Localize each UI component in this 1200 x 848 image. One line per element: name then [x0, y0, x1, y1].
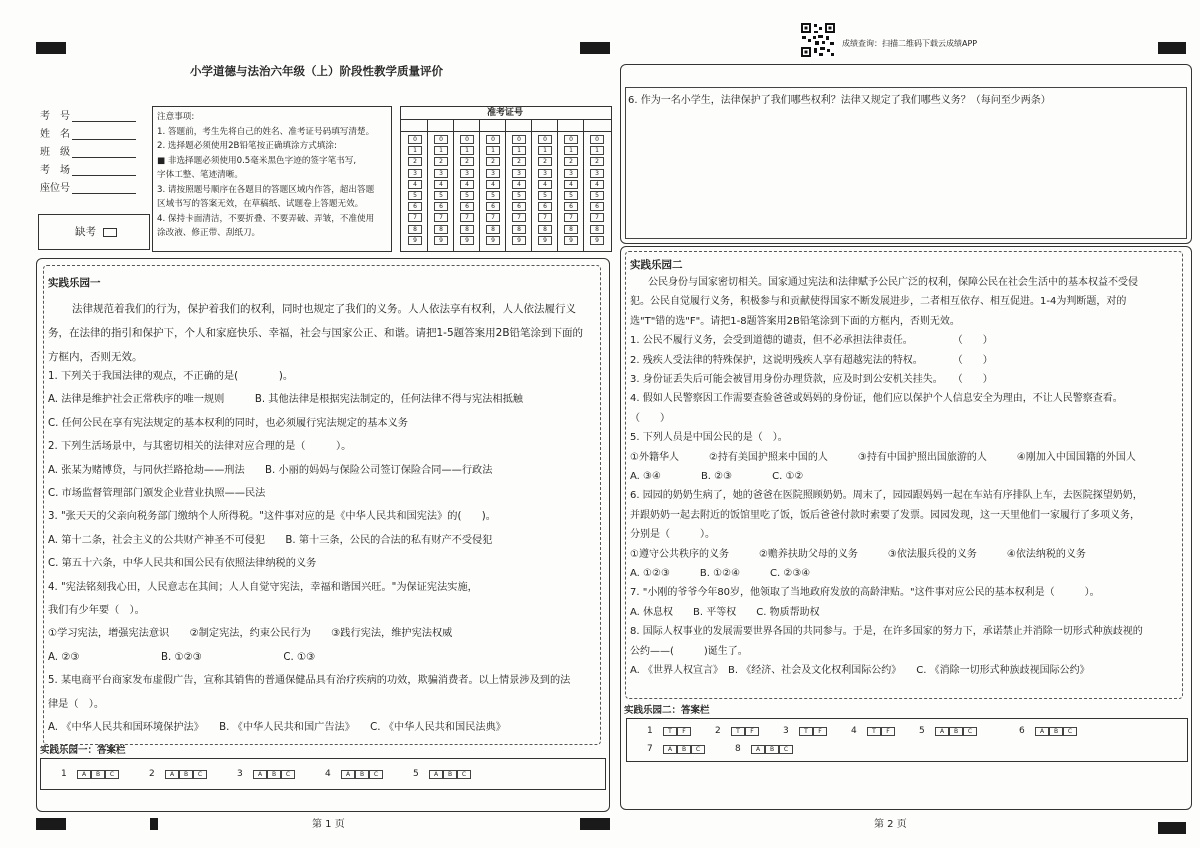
exam-bubble[interactable]: 8 — [564, 225, 578, 234]
question-line: （ ） — [630, 412, 670, 424]
notes-line: 3. 请按照题号顺序在各题目的答题区域内作答，超出答题 — [157, 184, 375, 195]
exam-bubble[interactable]: 0 — [538, 135, 552, 144]
section1-heading: 实践乐园一 — [48, 277, 101, 289]
field-label: 姓 名 — [40, 129, 70, 140]
exam-bubble[interactable]: 5 — [564, 191, 578, 200]
answer-bubble[interactable]: A — [935, 727, 949, 736]
exam-bubble[interactable]: 4 — [590, 180, 604, 189]
answer-bubble[interactable]: F — [677, 727, 691, 736]
field-input[interactable] — [72, 192, 136, 194]
exam-bubble[interactable]: 1 — [434, 146, 448, 155]
exam-bubble[interactable]: 8 — [512, 225, 526, 234]
question-line: A. 张某为赌博贷，与同伙拦路抢劫——刑法 B. 小丽的妈妈与保险公司签订保险合同——行政法 — [48, 464, 493, 476]
answer-number: 6 — [1019, 726, 1025, 736]
exam-bubble[interactable]: 8 — [486, 225, 500, 234]
exam-bubble[interactable]: 6 — [434, 202, 448, 211]
answer-number: 8 — [735, 744, 741, 754]
answer-bubble[interactable]: T — [867, 727, 881, 736]
answer-bubble[interactable]: C — [281, 770, 295, 779]
answer-bubble[interactable]: B — [355, 770, 369, 779]
notes-line: 区域书写的答案无效，在草稿纸、试题卷上答题无效。 — [157, 199, 364, 209]
exam-bubble[interactable]: 5 — [486, 191, 500, 200]
answer-bubble[interactable]: A — [341, 770, 355, 779]
answer-bubble[interactable]: B — [91, 770, 105, 779]
answer-number: 1 — [61, 769, 67, 779]
exam-bubble[interactable]: 8 — [538, 225, 552, 234]
intro-line: 法律规范着我们的行为，保护着我们的权利，同时也规定了我们的义务。人人依法享有权利，人人依法履行义 — [72, 303, 576, 315]
exam-bubble[interactable]: 2 — [512, 157, 526, 166]
exam-bubble[interactable]: 8 — [590, 225, 604, 234]
answer-bubble[interactable]: C — [369, 770, 383, 779]
exam-bubble[interactable]: 2 — [460, 157, 474, 166]
exam-bubble[interactable]: 6 — [486, 202, 500, 211]
exam-bubble[interactable]: 6 — [538, 202, 552, 211]
exam-col-divider — [557, 119, 558, 251]
answer-number: 5 — [413, 769, 419, 779]
answer-bubble[interactable]: A — [751, 745, 765, 754]
qr-code-icon — [800, 22, 836, 58]
exam-bubble[interactable]: 4 — [538, 180, 552, 189]
exam-bubble[interactable]: 3 — [434, 169, 448, 178]
answer-bubble[interactable]: C — [457, 770, 471, 779]
answer-bubble[interactable]: T — [731, 727, 745, 736]
exam-bubble[interactable]: 9 — [486, 236, 500, 245]
exam-bubble[interactable]: 1 — [512, 146, 526, 155]
exam-bubble[interactable]: 8 — [434, 225, 448, 234]
section2-answer-box[interactable] — [626, 718, 1188, 762]
exam-col-divider — [531, 119, 532, 251]
question-line: C. 市场监督管理部门颁发企业营业执照——民法 — [48, 488, 266, 499]
section2-heading: 实践乐园二 — [630, 259, 683, 271]
exam-col-divider — [453, 119, 454, 251]
field-input[interactable] — [72, 156, 136, 158]
exam-bubble[interactable]: 0 — [460, 135, 474, 144]
answer-bubble[interactable]: F — [745, 727, 759, 736]
exam-bubble[interactable]: 1 — [486, 146, 500, 155]
exam-bubble[interactable]: 5 — [512, 191, 526, 200]
q6-question: 6. 作为一名小学生，法律保护了我们哪些权利？法律又规定了我们哪些义务？（每问至少两条） — [628, 95, 1051, 106]
notes-line: 4. 保持卡面清洁，不要折叠、不要弄破、弄皱，不准使用 — [157, 213, 375, 224]
exam-bubble[interactable]: 6 — [460, 202, 474, 211]
exam-bubble[interactable]: 6 — [564, 202, 578, 211]
exam-bubble[interactable]: 1 — [564, 146, 578, 155]
exam-col-divider — [479, 119, 480, 251]
answer-bubble[interactable]: B — [267, 770, 281, 779]
answer-number: 2 — [715, 726, 721, 736]
exam-bubble[interactable]: 7 — [486, 213, 500, 222]
page-number-1: 第 1 页 — [312, 819, 345, 830]
answer-bubble[interactable]: C — [1063, 727, 1077, 736]
exam-bubble[interactable]: 3 — [538, 169, 552, 178]
section2-answer-heading: 实践乐园二：答案栏 — [624, 705, 710, 716]
exam-bubble[interactable]: 2 — [434, 157, 448, 166]
question-line: 律是（ ）。 — [48, 698, 105, 710]
registration-mark — [1158, 42, 1186, 54]
answer-number: 2 — [149, 769, 155, 779]
exam-bubble[interactable]: 6 — [512, 202, 526, 211]
question-line: 5. 下列人员是中国公民的是（ ）。 — [630, 432, 788, 444]
question-line: 2. 下列生活场景中，与其密切相关的法律对应合理的是（ ）。 — [48, 441, 352, 453]
answer-number: 4 — [325, 769, 331, 779]
answer-bubble[interactable]: F — [813, 727, 827, 736]
registration-mark — [150, 818, 158, 830]
notes-line: 1. 答题前，考生先将自己的姓名、准考证号码填写清楚。 — [157, 126, 375, 137]
answer-number: 3 — [237, 769, 243, 779]
question-line: 4. 假如人民警察因工作需要查验爸爸或妈妈的身份证，他们应以保护个人信息安全为理由，不让人民警察查看。 — [630, 393, 1123, 405]
exam-bubble[interactable]: 7 — [564, 213, 578, 222]
exam-bubble[interactable]: 6 — [408, 202, 422, 211]
answer-bubble[interactable]: F — [881, 727, 895, 736]
answer-number: 5 — [919, 726, 925, 736]
registration-mark — [1158, 822, 1186, 834]
exam-col-divider — [427, 119, 428, 251]
answer-number: 7 — [647, 744, 653, 754]
exam-id-grid[interactable] — [400, 106, 612, 252]
notes-box — [152, 106, 392, 252]
exam-bubble[interactable]: 2 — [408, 157, 422, 166]
exam-bubble[interactable]: 9 — [512, 236, 526, 245]
section1-answer-heading: 实践乐园一：答案栏 — [40, 745, 126, 756]
field-input[interactable] — [72, 174, 136, 176]
section1-answer-box[interactable] — [40, 758, 606, 790]
exam-bubble[interactable]: 5 — [590, 191, 604, 200]
exam-bubble[interactable]: 4 — [564, 180, 578, 189]
exam-bubble[interactable]: 5 — [538, 191, 552, 200]
answer-bubble[interactable]: A — [253, 770, 267, 779]
absent-label: 缺考 — [75, 226, 96, 238]
answer-bubble[interactable]: T — [663, 727, 677, 736]
registration-mark — [36, 42, 66, 54]
answer-bubble[interactable]: A — [165, 770, 179, 779]
exam-bubble[interactable]: 1 — [538, 146, 552, 155]
question-line: A. 《中华人民共和国环境保护法》 B. 《中华人民共和国广告法》 C. 《中华人民共和国民法典》 — [48, 722, 506, 733]
answer-number: 3 — [783, 726, 789, 736]
exam-bubble[interactable]: 9 — [434, 236, 448, 245]
question-line: A. ③④ B. ②③ C. ①② — [630, 471, 804, 482]
exam-bubble[interactable]: 4 — [512, 180, 526, 189]
notes-line: 涂改液、修正带、刮纸刀。 — [157, 228, 261, 238]
absent-checkbox[interactable] — [103, 228, 117, 237]
exam-bubble[interactable]: 2 — [564, 157, 578, 166]
exam-bubble[interactable]: 1 — [590, 146, 604, 155]
qr-caption: 成绩查询：扫描二维码下载云成绩APP — [842, 39, 978, 48]
exam-bubble[interactable]: 3 — [408, 169, 422, 178]
notes-line: 2. 选择题必须使用2B铅笔按正确填涂方式填涂: — [157, 141, 337, 151]
exam-bubble[interactable]: 7 — [538, 213, 552, 222]
answer-number: 4 — [851, 726, 857, 736]
answer-bubble[interactable]: A — [429, 770, 443, 779]
question-line: 选"T"错的选"F"。请把1-8题答案用2B铅笔涂到下面的方框内，否则无效。 — [630, 315, 960, 327]
answer-bubble[interactable]: C — [193, 770, 207, 779]
exam-bubble[interactable]: 7 — [512, 213, 526, 222]
question-line: C. 第五十六条，中华人民共和国公民有依照法律纳税的义务 — [48, 558, 317, 570]
exam-bubble[interactable]: 5 — [434, 191, 448, 200]
field-label: 考 场 — [40, 165, 70, 176]
exam-bubble[interactable]: 5 — [460, 191, 474, 200]
exam-bubble[interactable]: 0 — [512, 135, 526, 144]
question-line: A. 《世界人权宣言》 B. 《经济、社会及文化权利国际公约》 C. 《消除一切形式种族歧视国际公约》 — [630, 665, 1090, 676]
exam-bubble[interactable]: 4 — [486, 180, 500, 189]
field-label: 考 号 — [40, 111, 70, 122]
question-line: 8. 国际人权事业的发展需要世界各国的共同参与。于是，在许多国家的努力下，承诺禁止并消除一切形式种族歧视的 — [630, 626, 1143, 638]
exam-bubble[interactable]: 9 — [408, 236, 422, 245]
exam-bubble[interactable]: 9 — [590, 236, 604, 245]
field-label: 班 级 — [40, 147, 70, 158]
question-line: 6. 园园的奶奶生病了，她的爸爸在医院照顾奶奶。周末了，园园跟妈妈一起在车站有序排队上车，去医院探望奶奶， — [630, 490, 1143, 502]
answer-bubble[interactable]: C — [963, 727, 977, 736]
answer-bubble[interactable]: A — [663, 745, 677, 754]
question-line: A. 法律是维护社会正常秩序的唯一规则 B. 其他法律是根据宪法制定的，任何法律不得与宪法相抵触 — [48, 394, 523, 406]
question-line: 公民身份与国家密切相关。国家通过宪法和法律赋予公民广泛的权利，保障公民在社会生活中的基本权益不受侵 — [648, 277, 1138, 288]
exam-bubble[interactable]: 0 — [590, 135, 604, 144]
exam-bubble[interactable]: 9 — [538, 236, 552, 245]
exam-bubble[interactable]: 9 — [460, 236, 474, 245]
exam-bubble[interactable]: 0 — [408, 135, 422, 144]
answer-bubble[interactable]: B — [1049, 727, 1063, 736]
question-line: 3. 身份证丢失后可能会被冒用身份办理贷款，应及时到公安机关挂失。 （ ） — [630, 374, 993, 385]
exam-bubble[interactable]: 7 — [460, 213, 474, 222]
exam-bubble[interactable]: 2 — [486, 157, 500, 166]
absent-box[interactable] — [38, 214, 150, 250]
question-line: A. ②③ B. ①②③ C. ①③ — [48, 651, 316, 663]
exam-bubble[interactable]: 2 — [538, 157, 552, 166]
field-label: 座位号 — [40, 183, 70, 194]
exam-bubble[interactable]: 0 — [434, 135, 448, 144]
registration-mark — [36, 818, 66, 830]
field-input[interactable] — [72, 138, 136, 140]
question-line: A. 休息权 B. 平等权 C. 物质帮助权 — [630, 606, 820, 618]
exam-bubble[interactable]: 8 — [460, 225, 474, 234]
exam-bubble[interactable]: 8 — [408, 225, 422, 234]
intro-line: 方框内，否则无效。 — [48, 351, 143, 363]
question-line: 分别是（ ）。 — [630, 529, 715, 541]
exam-bubble[interactable]: 4 — [408, 180, 422, 189]
exam-bubble[interactable]: 3 — [486, 169, 500, 178]
exam-bubble[interactable]: 5 — [408, 191, 422, 200]
question-line: 1. 下列关于我国法律的观点，不正确的是( )。 — [48, 371, 294, 382]
answer-bubble[interactable]: A — [77, 770, 91, 779]
intro-line: 务，在法律的指引和保护下，个人和家庭快乐、幸福，社会与国家公正、和谐。请把1-5题答案用2B铅笔涂到下面的 — [48, 327, 584, 339]
answer-bubble[interactable]: B — [443, 770, 457, 779]
question-line: 3. "张天天的父亲向税务部门缴纳个人所得税。"这件事对应的是《中华人民共和国宪法》的( )。 — [48, 511, 496, 523]
exam-bubble[interactable]: 2 — [590, 157, 604, 166]
question-line: ①学习宪法，增强宪法意识 ②制定宪法，约束公民行为 ③践行宪法，维护宪法权威 — [48, 628, 453, 640]
question-line: 并跟奶奶一起去附近的饭馆里吃了饭，饭后爸爸付款时索要了发票。园园发现，这一天里他们一家履行了多项义务， — [630, 509, 1140, 521]
question-line: ①外籍华人 ②持有美国护照来中国的人 ③持有中国护照出国旅游的人 ④刚加入中国国籍的外国人 — [630, 451, 1136, 463]
notes-line: 注意事项: — [157, 112, 195, 122]
answer-bubble[interactable]: T — [799, 727, 813, 736]
registration-mark — [580, 818, 610, 830]
answer-bubble[interactable]: A — [1035, 727, 1049, 736]
exam-bubble[interactable]: 3 — [590, 169, 604, 178]
question-line: 4. "宪法铭刻我心田，人民意志在其间；人人自觉守宪法，幸福和谐国兴旺。"为保证宪法实施， — [48, 581, 478, 593]
exam-bubble[interactable]: 4 — [434, 180, 448, 189]
question-line: 公约——( )诞生了。 — [630, 645, 748, 657]
answer-bubble[interactable]: B — [179, 770, 193, 779]
field-input[interactable] — [72, 120, 136, 122]
exam-col-divider — [505, 119, 506, 251]
question-line: 2. 残疾人受法律的特殊保护，这说明残疾人享有超越宪法的特权。 （ ） — [630, 354, 993, 366]
exam-bubble[interactable]: 1 — [460, 146, 474, 155]
question-line: C. 任何公民在享有宪法规定的基本权利的同时，也必须履行宪法规定的基本义务 — [48, 417, 408, 429]
page-number-2: 第 2 页 — [874, 819, 907, 830]
exam-bubble[interactable]: 7 — [408, 213, 422, 222]
exam-bubble[interactable]: 0 — [564, 135, 578, 144]
answer-bubble[interactable]: C — [691, 745, 705, 754]
notes-line: ■ 非选择题必须使用0.5毫米黑色字迹的签字笔书写, — [157, 155, 357, 166]
exam-bubble[interactable]: 1 — [408, 146, 422, 155]
exam-bubble[interactable]: 3 — [460, 169, 474, 178]
exam-bubble[interactable]: 7 — [590, 213, 604, 222]
exam-col-divider — [583, 119, 584, 251]
exam-bubble[interactable]: 9 — [564, 236, 578, 245]
answer-bubble[interactable]: B — [765, 745, 779, 754]
exam-bubble[interactable]: 6 — [590, 202, 604, 211]
question-line: 犯。公民自觉履行义务，积极参与和贡献使得国家不断发展进步，二者相互依存、相互促进。1-4为判断题，对的 — [630, 296, 1127, 308]
question-line: 5. 某电商平台商家发布虚假广告，宣称其销售的普通保健品具有治疗疾病的功效，欺骗消费者。以上情景涉及到的法 — [48, 675, 571, 687]
exam-bubble[interactable]: 0 — [486, 135, 500, 144]
q6-answer-area[interactable] — [630, 110, 1180, 236]
question-line: A. ①②③ B. ①②④ C. ②③④ — [630, 568, 811, 579]
question-line: 1. 公民不履行义务，会受到道德的谴责，但不必承担法律责任。 （ ） — [630, 335, 993, 347]
exam-id-label: 准考证号 — [487, 108, 524, 118]
question-line: A. 第十二条，社会主义的公共财产神圣不可侵犯 B. 第十三条，公民的合法的私有财产不受侵犯 — [48, 534, 493, 546]
question-line: 我们有少年要（ ）。 — [48, 605, 145, 616]
exam-bubble[interactable]: 4 — [460, 180, 474, 189]
answer-bubble[interactable]: C — [105, 770, 119, 779]
exam-bubble[interactable]: 3 — [564, 169, 578, 178]
notes-line: 字体工整、笔迹清晰。 — [157, 170, 243, 180]
answer-number: 1 — [647, 726, 653, 736]
question-line: 7. "小刚的爷爷今年80岁，他领取了当地政府发放的高龄津贴。"这件事对应公民的基本权利是（ ）。 — [630, 587, 1100, 599]
answer-bubble[interactable]: B — [949, 727, 963, 736]
answer-bubble[interactable]: B — [677, 745, 691, 754]
question-line: ①遵守公共秩序的义务 ②赡养扶助父母的义务 ③依法服兵役的义务 ④依法纳税的义务 — [630, 548, 1086, 560]
page-title: 小学道德与法治六年级（上）阶段性教学质量评价 — [190, 64, 443, 78]
exam-bubble[interactable]: 7 — [434, 213, 448, 222]
registration-mark — [580, 42, 610, 54]
exam-bubble[interactable]: 3 — [512, 169, 526, 178]
answer-bubble[interactable]: C — [779, 745, 793, 754]
